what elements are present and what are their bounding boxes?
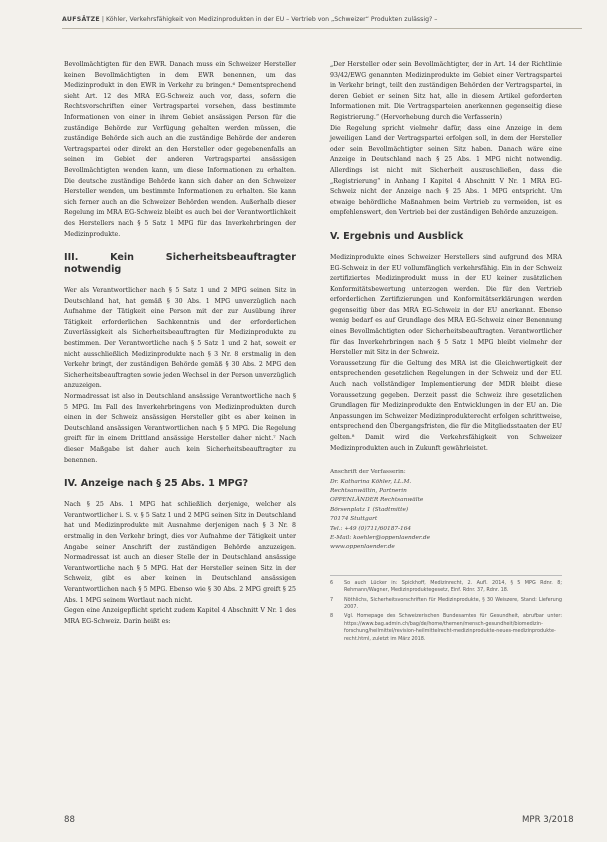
- section-3-paragraph-1: Wer als Verantwortlicher nach § 5 Satz 1 und 2 MPG seinen Sitz in Deutschland hat, hat gemäß § 30 Abs. 1 MPG unverzüglich nach Aufnahme der Tätigkeit eine Person mit der zur Ausübung ihrer Tätigkeit erforderlichen Sachkenntnis und der erforderlichen Zuverlässigkeit als Sicherheitsbeauftragten für Medizinprodukte zu bestimmen. Der Verantwortliche nach § 5 Satz 1 und 2 hat, soweit er nicht ausschließlich Medizinprodukte nach § 3 Nr. 8 erstmalig in den Verkehr bringt, der zuständigen Behörde gemäß § 30 Abs. 2 MPG den Sicherheitsbeauftragten sowie jeden Wechsel in der Person unverzüglich anzuzeigen.: [64, 287, 296, 390]
- heading-section-3: III. Kein Sicherheitsbeauftragter notwendig: [64, 252, 296, 276]
- address-line: Börsenplatz 1 (Stadtmitte): [330, 506, 409, 513]
- author-email-link[interactable]: E-Mail: koehler@oppenlaender.de: [330, 535, 431, 542]
- heading-section-5: V. Ergebnis und Ausblick: [330, 230, 464, 242]
- section-5-paragraph-2: Voraussetzung für die Geltung des MRA ist die Gleichwertigkeit der entsprechenden gesetzlichen Regelungen in der Schweiz und der EU. Auch nach vollständiger Implementierung der MDR bleibt diese Voraussetzung gegeben. Derzeit passt die Schweiz ihre gesetzlichen Grundlagen für Medizinprodukte den Entwicklungen in der EU an. Die Anpassungen im Schweizer Medizinprodukterecht erfolgen schrittweise, entsprechend den Übergangsfristen, die für die Mitgliedsstaaten der EU gelten.⁸ Damit wird die Verkehrsfähigkeit von Schweizer Medizinprodukten auch in Zukunft gewährleistet.: [330, 359, 562, 452]
- address-line: Dr. Katharina Köhler, LL.M.: [330, 478, 412, 485]
- journal-issue: MPR 3/2018: [522, 815, 574, 825]
- footnote-text: So auch Lücker in: Spickhoff, Medizinrecht, 2. Aufl. 2014, § 5 MPG Rdnr. 8; Rehmann/Wagner, Medizinproduktegesetz, Einf. Rdnr. 37, Rdnr. 18.: [344, 579, 562, 594]
- section-5-paragraph-1: Medizinprodukte eines Schweizer Herstellers sind aufgrund des MRA EG-Schweiz in der EU vollumfänglich verkehrsfähig. Ein in der Schweiz zertifiziertes Medizinprodukt muss in der EU keiner zusätzlichen Konformitätsbewertung unterzogen werden. Die für den Vertrieb erforderlichen Zertifizierungen und Konformitätserklärungen werden gegenseitig über das MRA EG-Schweiz in der EU anerkannt. Ebenso wenig bedarf es auf Grundlage des MRA EG-Schweiz einer Benennung eines Bevollmächtigten oder Sicherheitsbeauftragten. Verantwortlicher für das Inverkehrbringen nach § 5 Satz 1 MPG bleibt vielmehr der Hersteller mit Sitz in der Schweiz.: [330, 253, 562, 357]
- left-intro-paragraph: Bevollmächtigten für den EWR. Danach muss ein Schweizer Hersteller keinen Bevollmächtigten in dem EWR benennen, um das Medizinprodukt in den EWR in Verkehr zu bringen.⁶ Dementsprechend sieht Art. 12 des MRA EG-Schweiz auch vor, dass, sofern die Rechtsvorschriften einer Vertragspartei vorsehen, dass bestimmte Informationen von einer in ihrem Gebiet ansässigen Person für die zuständige Behörde zur Verfügung gehalten werden müssen, die zuständige Behörde sich auch an die zuständige Behörde der anderen Vertragspartei oder direkt an den Hersteller oder gegebenenfalls an seinen im Gebiet der anderen Vertragspartei ansässigen Bevollmächtigten wenden kann, um diese Informationen zu erhalten. Die deutsche zuständige Behörde kann sich daher an den Schweizer Hersteller wenden, um bestimmte Informationen zu erhalten. Sie kann sich ferner auch an die Schweizer Behörden wenden. Außerhalb dieser Regelung im MRA EG-Schweiz bleibt es auch bei der Verantwortlichkeit des Herstellers nach § 5 Satz 1 MPG für das Inverkehrbringen der Medizinprodukte.: [64, 61, 296, 238]
- address-line: Rechtsanwältin, Partnerin: [330, 488, 407, 494]
- running-header: [62, 14, 582, 29]
- address-label: Anschrift der Verfasserin:: [330, 469, 406, 476]
- footnote: [330, 580, 562, 595]
- header-section: AUFSÄTZE: [62, 16, 100, 23]
- footnote: [330, 613, 562, 643]
- footnote-number: 6: [330, 579, 334, 586]
- quote-paragraph: „Der Hersteller oder sein Bevollmächtigter, der in Art. 14 der Richtlinie 93/42/EWG genannten Medizinprodukte im Gebiet einer Vertragspartei in Verkehr bringt, teilt den zuständigen Behörden der Vertragspartei, in deren Gebiet er seinen Sitz hat, alle in diesem Artikel geforderten Informationen mit. Die Vertragsparteien anerkennen gegenseitig diese Registrierung.“ (Hervorhebung durch die Verfasserin): [330, 61, 562, 121]
- section-4-paragraph-2: Gegen eine Anzeigepflicht spricht zudem Kapitel 4 Abschnitt V Nr. 1 des MRA EG-Schweiz. Darin heißt es:: [64, 607, 296, 625]
- footnote: [330, 597, 562, 612]
- address-line: Tel.: +49 (0)711/60187-164: [330, 525, 412, 532]
- heading-section-4: IV. Anzeige nach § 25 Abs. 1 MPG?: [64, 478, 249, 490]
- footnote-text: Nöthlichs, Sicherheitsvorschriften für Medizinprodukte, § 30 Weiszere, Stand: Lieferung 2007.: [344, 596, 562, 611]
- page-number: 88: [64, 815, 75, 825]
- section-3-paragraph-2: Normadressat ist also in Deutschland ansässige Verantwortliche nach § 5 MPG. Im Fall des Inverkehrbringens von Medizinprodukten durch einen in der Schweiz ansässigen Hersteller gibt es aber keinen in Deutschland ansässigen Verantwortlichen nach § 5 MPG. Die Regelung greift für in einem Drittland ansässige Hersteller daher nicht.⁷ Nach dieser Maßgabe ist daher auch kein Sicherheitsbeauftragter zu benennen.: [64, 393, 296, 464]
- author-address: [330, 468, 562, 553]
- footnotes: [330, 575, 562, 643]
- footnote-text: Vgl. Homepage des Schweizerischen Bundesamtes für Gesundheit, abrufbar unter: https://www.bag.admin.ch/bag/de/home/themen/mensch-gesundheit/biomedizin-forschung/heilmittel/revision-heilmittelrecht-medizinprodukte-neues-medizinprodukte-recht.html, zuletzt im März 2018.: [344, 613, 562, 642]
- header-separator: |: [101, 16, 106, 23]
- section-4-paragraph-1: Nach § 25 Abs. 1 MPG hat schließlich derjenige, welcher als Verantwortlicher i. S. v. § 5 Satz 1 und 2 MPG seinen Sitz in Deutschland hat und Medizinprodukte mit Ausnahme derjenigen nach § 3 Nr. 8 erstmalig in den Verkehr bringt, dies vor Aufnahme der Tätigkeit unter Angabe seiner Anschrift der zuständigen Behörde anzuzeigen. Normadressat ist auch an dieser Stelle der in Deutschland ansässige Verantwortliche nach § 5 MPG. Hat der Hersteller seinen Sitz in der Schweiz, gibt es aber keinen in Deutschland ansässigen Verantwortlichen nach § 5 MPG. Ebenso wie § 30 Abs. 2 MPG greift § 25 Abs. 1 MPG seinem Wortlaut nach nicht.: [64, 501, 296, 604]
- left-column: [64, 60, 296, 627]
- author-website-link[interactable]: www.oppenlaender.de: [330, 544, 395, 551]
- address-line: 70174 Stuttgart: [330, 516, 378, 523]
- right-column: [330, 60, 562, 645]
- footnote-number: 8: [330, 613, 334, 620]
- header-title: Köhler, Verkehrsfähigkeit von Medizinprodukten in der EU – Vertrieb von „Schweizer“ Produkten zulässig? –: [105, 16, 438, 23]
- footnote-number: 7: [330, 596, 334, 603]
- address-line: OPPENLÄNDER Rechtsanwälte: [330, 497, 424, 504]
- regulation-paragraph: Die Regelung spricht vielmehr dafür, dass eine Anzeige in dem jeweiligen Land der Vertragspartei erfolgen soll, in dem der Hersteller oder sein Bevollmächtigter seinen Sitz haben. Danach wäre eine Anzeige in Deutschland nach § 25 Abs. 1 MPG nicht notwendig. Allerdings ist nicht mit Sicherheit auszuschließen, dass die „Registrierung“ in Anhang I Kapitel 4 Abschnitt V Nr. 1 MRA EG-Schweiz nicht der Anzeige nach § 25 Abs. 1 MPG entspricht. Um etwaige behördliche Maßnahmen beim Vertrieb zu vermeiden, ist es empfehlenswert, den Vertrieb bei der zuständigen Behörde anzuzeigen.: [330, 124, 562, 217]
